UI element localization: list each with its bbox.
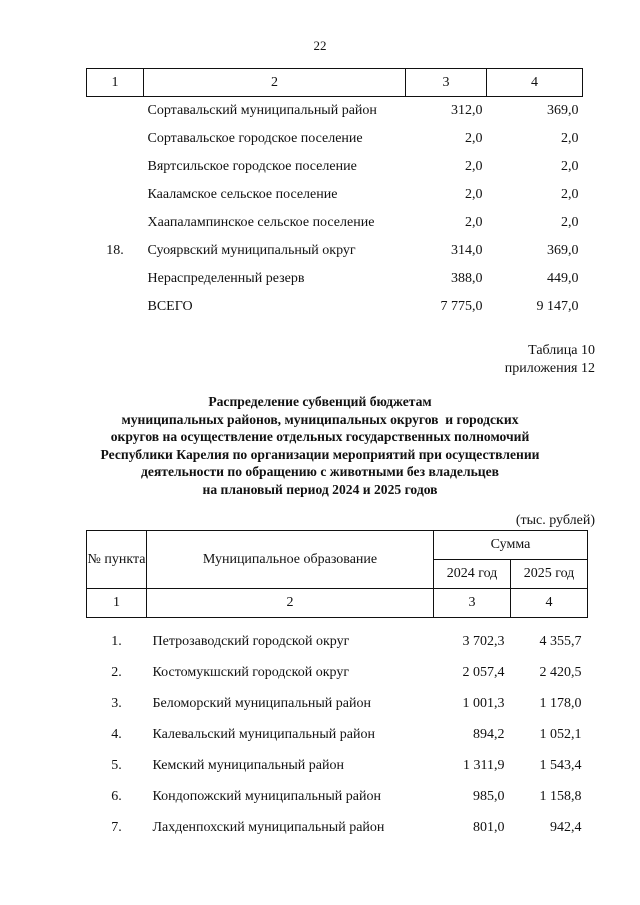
index-cell: 4	[511, 589, 588, 618]
header-item-number: № пункта	[87, 531, 147, 589]
amount-2025: 1 158,8	[539, 788, 582, 804]
amount-2024: 2,0	[465, 131, 483, 146]
header-municipality: Муниципальное образование	[147, 531, 434, 589]
row-number	[87, 181, 144, 209]
municipality-name: Суоярвский муниципальный округ	[147, 243, 356, 258]
amount-2024: 894,2	[473, 726, 505, 742]
title-line: округов на осуществление отдельных государственных полномочий	[110, 429, 530, 444]
table-row	[87, 618, 588, 658]
table-row	[87, 125, 583, 153]
amount-2025: 2,0	[561, 131, 579, 146]
page-number: 22	[313, 38, 327, 53]
table-header-row	[87, 531, 588, 560]
title-line: на плановый период 2024 и 2025 годов	[202, 481, 438, 497]
amount-2024: 2,0	[465, 215, 483, 230]
municipality-name: Лахденпохский муниципальный район	[152, 819, 385, 835]
index-cell: 2	[147, 589, 434, 618]
table-caption	[505, 342, 595, 378]
municipality-name: Беломорский муниципальный район	[152, 695, 371, 711]
amount-2024: 801,0	[473, 819, 505, 835]
table-number: Таблица 10	[528, 343, 595, 358]
table-row	[87, 237, 583, 265]
amount-2025: 2,0	[561, 159, 579, 174]
municipality-name: Хаапалампинское сельское поселение	[147, 215, 375, 230]
table-row	[87, 209, 583, 237]
row-number	[87, 209, 144, 237]
row-number: 4.	[111, 726, 122, 742]
amount-2025: 369,0	[547, 103, 579, 118]
row-number: 7.	[111, 819, 122, 835]
subsidy-table	[86, 530, 588, 843]
amount-2024: 314,0	[451, 243, 483, 258]
amount-2025: 1 178,0	[539, 695, 582, 711]
table-header-row	[87, 69, 583, 97]
amount-2025: 449,0	[547, 271, 579, 286]
table-row	[87, 750, 588, 781]
row-number	[87, 97, 144, 126]
title-line: деятельности по обращению с животными без владельцев	[141, 464, 499, 479]
municipality-name: Сортавальское городское поселение	[147, 131, 363, 146]
municipality-name: Калевальский муниципальный район	[152, 726, 375, 742]
amount-2025: 942,4	[550, 819, 582, 835]
table-index-row	[87, 589, 588, 618]
amount-2024: 2 057,4	[462, 664, 505, 680]
total-2025: 9 147,0	[536, 299, 579, 314]
amount-2025: 2,0	[561, 187, 579, 202]
header-sum: Сумма	[434, 531, 588, 560]
amount-2024: 3 702,3	[462, 633, 505, 649]
index-cell: 3	[434, 589, 511, 618]
header-year-2024: 2024 год	[434, 560, 511, 589]
document-title	[60, 393, 580, 498]
header-cell: 3	[406, 69, 487, 97]
municipality-name: Вяртсильское городское поселение	[147, 159, 357, 174]
municipality-name: Костомукшский городской округ	[152, 664, 350, 680]
title-line: муниципальных районов, муниципальных округов и городских	[121, 411, 519, 427]
row-number: 6.	[111, 788, 122, 804]
title-line: Распределение субвенций бюджетам	[208, 394, 432, 409]
units-label: (тыс. рублей)	[515, 513, 595, 528]
table-row	[87, 97, 583, 126]
header-cell: 2	[144, 69, 406, 97]
row-number	[87, 293, 144, 321]
table-row	[87, 153, 583, 181]
total-2024: 7 775,0	[440, 299, 483, 314]
row-number	[87, 153, 144, 181]
table-row	[87, 657, 588, 688]
total-label: ВСЕГО	[147, 299, 193, 314]
row-number	[87, 125, 144, 153]
amount-2025: 1 543,4	[539, 757, 582, 773]
amount-2025: 2 420,5	[539, 664, 582, 680]
row-number	[87, 265, 144, 293]
table-row	[87, 688, 588, 719]
municipality-name: Кааламское сельское поселение	[147, 187, 338, 202]
amount-2025: 369,0	[547, 243, 579, 258]
table-row	[87, 181, 583, 209]
municipality-name: Петрозаводский городской округ	[152, 633, 350, 649]
amount-2024: 388,0	[451, 271, 483, 286]
title-line: Республики Карелия по организации мероприятий при осуществлении	[100, 446, 540, 462]
amount-2024: 312,0	[451, 103, 483, 118]
row-number: 3.	[111, 695, 122, 711]
amount-2024: 985,0	[473, 788, 505, 804]
municipality-name: Нераспределенный резерв	[147, 271, 305, 286]
row-number: 2.	[111, 664, 122, 680]
index-cell: 1	[87, 589, 147, 618]
row-number: 18.	[106, 243, 124, 258]
municipality-name: Кемский муниципальный район	[152, 757, 344, 773]
row-number: 5.	[111, 757, 122, 773]
table-row	[87, 265, 583, 293]
continuation-table	[86, 68, 583, 321]
amount-2025: 2,0	[561, 215, 579, 230]
total-row	[87, 293, 583, 321]
municipality-name: Сортавальский муниципальный район	[147, 103, 377, 118]
table-row	[87, 719, 588, 750]
header-cell: 1	[87, 69, 144, 97]
amount-2024: 1 001,3	[462, 695, 505, 711]
table-row	[87, 812, 588, 843]
municipality-name: Кондопожский муниципальный район	[152, 788, 381, 804]
amount-2024: 2,0	[465, 159, 483, 174]
appendix-reference: приложения 12	[504, 361, 595, 376]
row-number: 1.	[111, 633, 122, 649]
amount-2025: 1 052,1	[539, 726, 582, 742]
header-year-2025: 2025 год	[511, 560, 588, 589]
header-cell: 4	[487, 69, 583, 97]
amount-2024: 1 311,9	[463, 757, 505, 773]
table-row	[87, 781, 588, 812]
amount-2025: 4 355,7	[539, 633, 582, 649]
amount-2024: 2,0	[465, 187, 483, 202]
